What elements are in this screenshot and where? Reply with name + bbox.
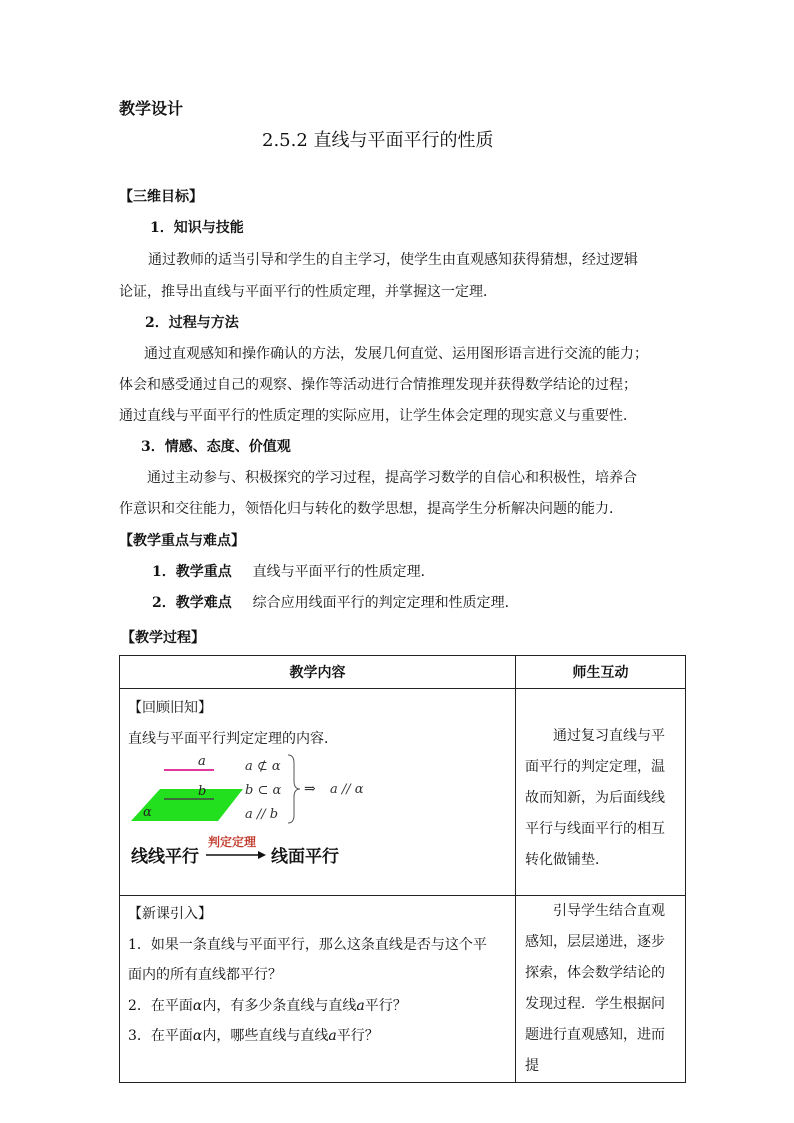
question-1-line-2: 面内的所有直线都平行？ — [128, 967, 282, 983]
q3-line-a: a — [328, 1028, 337, 1044]
difficulty-row — [152, 592, 519, 612]
emotion-heading: 3．情感、态度、价值观 — [141, 439, 291, 455]
lesson-table — [119, 655, 686, 1083]
difficulty-text: 综合应用线面平行的判定定理和性质定理． — [252, 595, 519, 611]
emotion-line-2: 作意识和交往能力，领悟化归与转化的数学思想，提高学生分析解决问题的能力． — [119, 501, 623, 517]
goals-heading: 【三维目标】 — [119, 189, 203, 205]
knowledge-line-1: 通过教师的适当引导和学生的自主学习，使学生由直观感知获得猜想，经过逻辑 — [148, 252, 638, 268]
knowledge-line-2: 论证，推导出直线与平面平行的性质定理，并掌握这一定理． — [119, 284, 497, 300]
cond-2: b ⊂ α — [245, 783, 282, 798]
new-lesson-interaction-cell — [516, 896, 686, 1083]
process-heading: 2．过程与方法 — [145, 315, 239, 331]
line-line-parallel: 线线平行 — [131, 847, 199, 867]
q2-line-a: a — [356, 998, 365, 1014]
knowledge-heading: 1．知识与技能 — [150, 220, 244, 236]
process-section-heading: 【教学过程】 — [121, 630, 205, 646]
focus-text: 直线与平面平行的性质定理． — [252, 564, 435, 580]
process-line-2: 体会和感受通过自己的观察、操作等活动进行合情推理发现并获得数学结论的过程； — [119, 377, 637, 393]
focus-label: 1．教学重点 — [152, 564, 232, 580]
review-intro: 直线与平面平行判定定理的内容． — [128, 731, 338, 747]
col-header-content: 教学内容 — [120, 656, 516, 689]
doc-label: 教学设计 — [119, 99, 184, 118]
question-1-line-1: 1．如果一条直线与平面平行，那么这条直线是否与这个平 — [128, 937, 487, 953]
q3-prefix: 3．在平面 — [128, 1028, 193, 1044]
q2-suffix: 平行？ — [364, 998, 407, 1014]
difficulty-label: 2．教学难点 — [152, 595, 232, 611]
process-line-1: 通过直观感知和操作确认的方法，发展几何直觉、运用图形语言进行交流的能力； — [144, 346, 648, 362]
review-interaction-cell — [516, 689, 686, 896]
conclusion: a // α — [330, 782, 364, 797]
review-interaction-text: 通过复习直线与平面平行的判定定理，温故而知新，为后面线线平行与线面平行的相互转化做铺垫． — [525, 728, 665, 868]
q2-prefix: 2．在平面 — [128, 998, 193, 1014]
keypoints-heading: 【教学重点与难点】 — [119, 533, 245, 549]
label-b: b — [198, 784, 207, 799]
emotion-line-1: 通过主动参与、积极探究的学习过程，提高学习数学的自信心和积极性，培养合 — [147, 470, 637, 486]
q3-alpha: α — [192, 1028, 203, 1044]
implies-arrow: ⇒ — [304, 781, 316, 797]
arrow-label: 判定定理 — [208, 835, 257, 849]
question-2 — [128, 995, 407, 1015]
transform-arrowhead — [258, 851, 266, 859]
label-alpha: α — [143, 805, 152, 820]
new-lesson-heading: 【新课引入】 — [128, 906, 212, 922]
review-content-cell — [120, 689, 516, 896]
q3-suffix: 平行？ — [336, 1028, 379, 1044]
process-line-3: 通过直线与平面平行的性质定理的实际应用，让学生体会定理的现实意义与重要性． — [119, 408, 637, 424]
q2-alpha: α — [192, 998, 203, 1014]
q2-middle: 内，有多少条直线与直线 — [202, 998, 357, 1014]
q3-middle: 内，哪些直线与直线 — [202, 1028, 329, 1044]
brace — [288, 755, 300, 823]
new-lesson-content-cell — [120, 896, 516, 1083]
col-header-interaction: 师生互动 — [516, 656, 686, 689]
cond-3: a // b — [245, 807, 279, 822]
line-plane-parallel: 线面平行 — [271, 847, 339, 867]
review-heading: 【回顾旧知】 — [128, 700, 212, 716]
theorem-figure — [128, 751, 488, 881]
focus-row — [152, 561, 435, 581]
new-lesson-interaction-text: 引导学生结合直观感知，层层递进，逐步探索，体会数学结论的发现过程．学生根据问题进行直观感知，进而提 — [525, 903, 665, 1074]
label-a: a — [198, 754, 206, 769]
cond-1: a ⊄ α — [245, 759, 281, 774]
question-3 — [128, 1025, 379, 1045]
page-title: 2.5.2 直线与平面平行的性质 — [262, 130, 494, 151]
